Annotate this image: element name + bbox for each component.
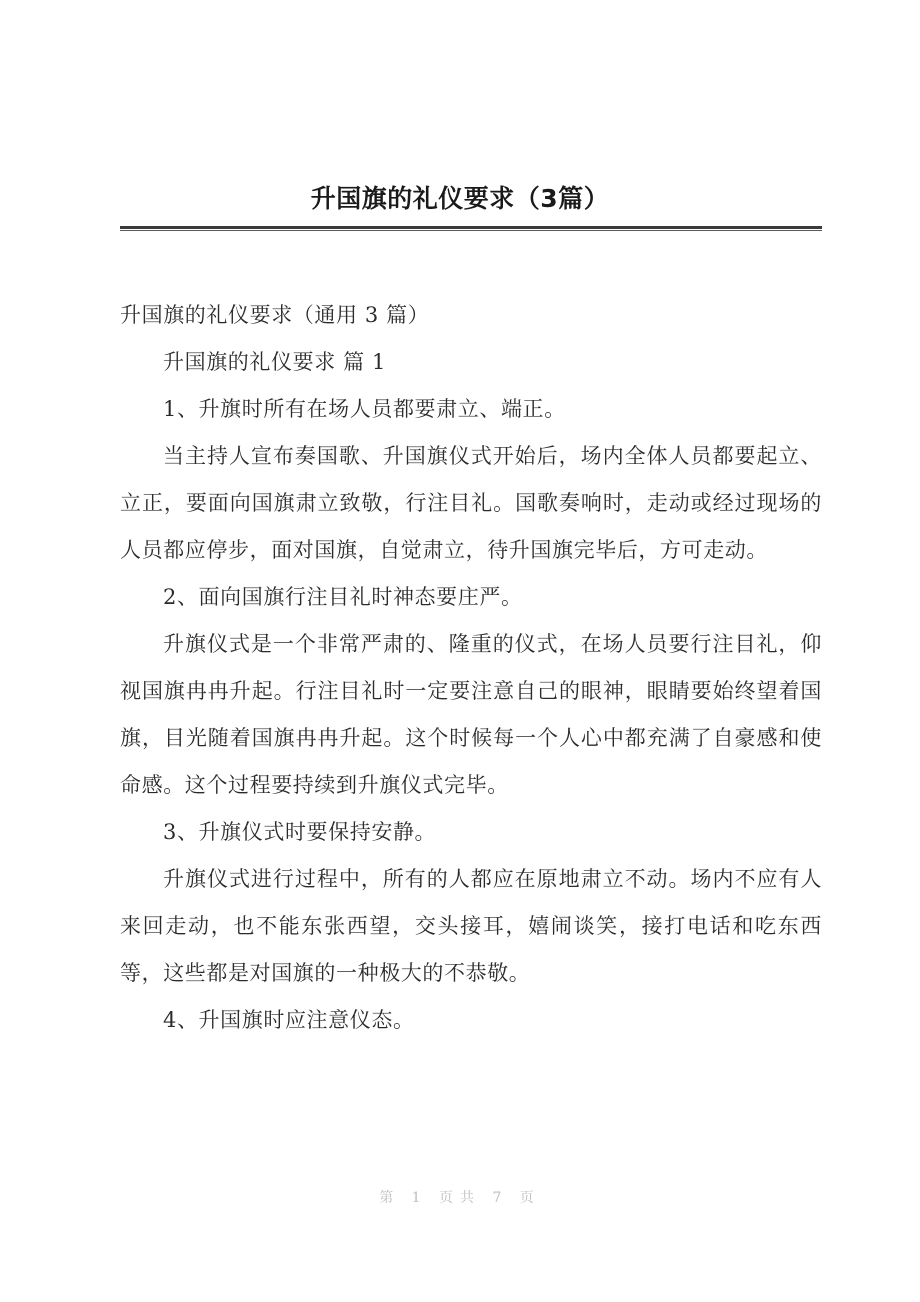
paragraph: 当主持人宣布奏国歌、升国旗仪式开始后，场内全体人员都要起立、立正，要面向国旗肃立致敬，行注目礼。国歌奏响时，走动或经过现场的人员都应停步，面对国旗，自觉肃立，待升国旗完毕后，方可走动。 — [120, 444, 822, 562]
paragraph: 4、升国旗时应注意仪态。 — [163, 1008, 415, 1032]
paragraph: 3、升旗仪式时要保持安静。 — [163, 820, 437, 844]
paragraph: 升国旗的礼仪要求 篇 1 — [163, 350, 386, 374]
paragraph: 升旗仪式进行过程中，所有的人都应在原地肃立不动。场内不应有人来回走动，也不能东张西望，交头接耳，嬉闹谈笑，接打电话和吃东西等，这些都是对国旗的一种极大的不恭敬。 — [120, 867, 822, 985]
paragraph: 2、面向国旗行注目礼时神态要庄严。 — [163, 585, 523, 609]
page-footer: 第 1 页共 7 页 — [379, 1190, 541, 1206]
divider-thin-line — [120, 230, 822, 231]
document-body — [120, 292, 822, 1044]
paragraph: 升旗仪式是一个非常严肃的、隆重的仪式，在场人员要行注目礼，仰视国旗冉冉升起。行注目礼时一定要注意自己的眼神，眼睛要始终望着国旗，目光随着国旗冉冉升起。这个时候每一个人心中都充满了自豪感和使命感。这个过程要持续到升旗仪式完毕。 — [120, 632, 822, 797]
page-title: 升国旗的礼仪要求（3篇） — [310, 184, 610, 213]
paragraph: 升国旗的礼仪要求（通用 3 篇） — [120, 303, 430, 327]
title-divider — [120, 226, 822, 231]
paragraph: 1、升旗时所有在场人员都要肃立、端正。 — [163, 397, 566, 421]
